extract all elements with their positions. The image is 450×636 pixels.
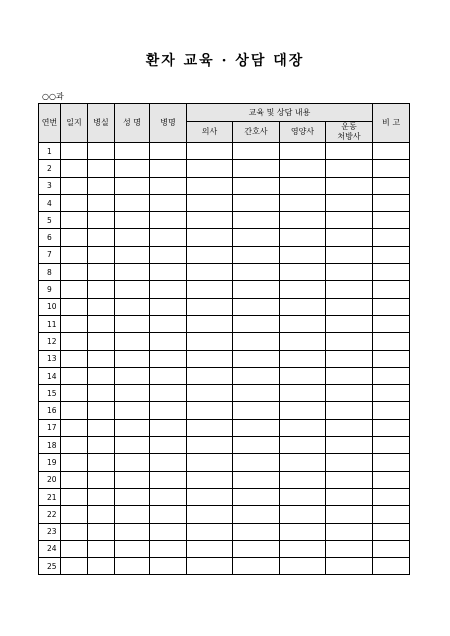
entry-cell[interactable]: [115, 471, 150, 488]
entry-cell[interactable]: [373, 402, 410, 419]
entry-cell[interactable]: [61, 177, 88, 194]
entry-cell[interactable]: [115, 437, 150, 454]
entry-cell[interactable]: [88, 212, 115, 229]
header-dietitian: 영양사: [280, 122, 326, 143]
entry-cell[interactable]: [115, 419, 150, 436]
entry-cell[interactable]: [280, 540, 326, 557]
entry-cell[interactable]: [233, 160, 280, 177]
header-serial: 연번: [39, 104, 61, 143]
entry-cell[interactable]: [61, 367, 88, 384]
table-row: [39, 143, 410, 160]
entry-cell[interactable]: [88, 350, 115, 367]
entry-cell[interactable]: [233, 246, 280, 263]
entry-cell[interactable]: [115, 160, 150, 177]
entry-cell[interactable]: [88, 385, 115, 402]
entry-cell[interactable]: [150, 315, 187, 332]
table-row: [39, 419, 410, 436]
entry-cell[interactable]: [326, 143, 373, 160]
entry-cell[interactable]: [373, 229, 410, 246]
table-row: [39, 540, 410, 557]
entry-cell[interactable]: [115, 281, 150, 298]
table-row: [39, 437, 410, 454]
table-row: [39, 471, 410, 488]
entry-cell[interactable]: [88, 194, 115, 211]
entry-cell[interactable]: [187, 246, 233, 263]
entry-cell[interactable]: [280, 454, 326, 471]
entry-cell[interactable]: [373, 298, 410, 315]
header-nurse: 간호사: [233, 122, 280, 143]
entry-cell[interactable]: [326, 281, 373, 298]
entry-cell[interactable]: [61, 419, 88, 436]
table-row: [39, 333, 410, 350]
table-row: [39, 523, 410, 540]
entry-cell[interactable]: [187, 488, 233, 505]
entry-cell[interactable]: [326, 540, 373, 557]
entry-cell[interactable]: [61, 281, 88, 298]
entry-cell[interactable]: [150, 350, 187, 367]
entry-cell[interactable]: [280, 160, 326, 177]
entry-cell[interactable]: [233, 194, 280, 211]
entry-cell[interactable]: [61, 471, 88, 488]
entry-cell[interactable]: [88, 506, 115, 523]
entry-cell[interactable]: [373, 419, 410, 436]
entry-cell[interactable]: [233, 471, 280, 488]
entry-cell[interactable]: [187, 471, 233, 488]
entry-cell[interactable]: [233, 488, 280, 505]
entry-cell[interactable]: [280, 229, 326, 246]
entry-cell[interactable]: [61, 437, 88, 454]
table-row: [39, 298, 410, 315]
entry-cell[interactable]: [61, 385, 88, 402]
table-row: [39, 350, 410, 367]
entry-cell[interactable]: [115, 333, 150, 350]
table-row: [39, 488, 410, 505]
entry-cell[interactable]: [61, 350, 88, 367]
entry-cell[interactable]: [150, 419, 187, 436]
entry-cell[interactable]: [115, 194, 150, 211]
table-row: [39, 160, 410, 177]
entry-cell[interactable]: [326, 333, 373, 350]
entry-cell[interactable]: [326, 385, 373, 402]
entry-cell[interactable]: [150, 160, 187, 177]
table-row: [39, 454, 410, 471]
entry-cell[interactable]: [233, 143, 280, 160]
entry-cell[interactable]: [61, 506, 88, 523]
entry-cell[interactable]: [115, 350, 150, 367]
entry-cell[interactable]: [150, 558, 187, 575]
entry-cell[interactable]: [88, 419, 115, 436]
entry-cell[interactable]: [373, 350, 410, 367]
entry-cell[interactable]: [61, 540, 88, 557]
entry-cell[interactable]: [187, 264, 233, 281]
entry-cell[interactable]: [187, 402, 233, 419]
entry-cell[interactable]: [280, 558, 326, 575]
entry-cell[interactable]: [373, 281, 410, 298]
entry-cell[interactable]: [373, 367, 410, 384]
entry-cell[interactable]: [150, 229, 187, 246]
entry-cell[interactable]: [150, 385, 187, 402]
entry-cell[interactable]: [326, 246, 373, 263]
entry-cell[interactable]: [280, 143, 326, 160]
entry-cell[interactable]: [61, 229, 88, 246]
entry-cell[interactable]: [61, 402, 88, 419]
row-number: 12: [39, 333, 61, 350]
entry-cell[interactable]: [373, 333, 410, 350]
entry-cell[interactable]: [115, 523, 150, 540]
entry-cell[interactable]: [326, 212, 373, 229]
entry-cell[interactable]: [233, 419, 280, 436]
entry-cell[interactable]: [326, 523, 373, 540]
header-group: 교육 및 상담 내용: [187, 104, 373, 122]
row-number: 13: [39, 350, 61, 367]
entry-cell[interactable]: [326, 506, 373, 523]
entry-cell[interactable]: [373, 506, 410, 523]
entry-cell[interactable]: [150, 194, 187, 211]
entry-cell[interactable]: [115, 143, 150, 160]
entry-cell[interactable]: [61, 246, 88, 263]
ledger-body: [39, 143, 410, 575]
entry-cell[interactable]: [88, 540, 115, 557]
entry-cell[interactable]: [61, 523, 88, 540]
entry-cell[interactable]: [150, 143, 187, 160]
row-number: 8: [39, 264, 61, 281]
entry-cell[interactable]: [187, 419, 233, 436]
entry-cell[interactable]: [61, 143, 88, 160]
entry-cell[interactable]: [187, 333, 233, 350]
entry-cell[interactable]: [233, 506, 280, 523]
row-number: 17: [39, 419, 61, 436]
ledger-table: [38, 103, 410, 575]
entry-cell[interactable]: [233, 402, 280, 419]
entry-cell[interactable]: [150, 246, 187, 263]
entry-cell[interactable]: [88, 177, 115, 194]
entry-cell[interactable]: [150, 177, 187, 194]
table-row: [39, 558, 410, 575]
header-diagnosis: 병명: [150, 104, 187, 143]
entry-cell[interactable]: [88, 143, 115, 160]
entry-cell[interactable]: [150, 264, 187, 281]
header-exercise-line2: 처방사: [337, 132, 361, 141]
entry-cell[interactable]: [61, 212, 88, 229]
entry-cell[interactable]: [61, 454, 88, 471]
table-row: [39, 385, 410, 402]
entry-cell[interactable]: [61, 315, 88, 332]
entry-cell[interactable]: [187, 281, 233, 298]
entry-cell[interactable]: [280, 315, 326, 332]
entry-cell[interactable]: [280, 264, 326, 281]
entry-cell[interactable]: [115, 540, 150, 557]
entry-cell[interactable]: [280, 437, 326, 454]
entry-cell[interactable]: [88, 471, 115, 488]
entry-cell[interactable]: [88, 298, 115, 315]
row-number: 20: [39, 471, 61, 488]
entry-cell[interactable]: [326, 264, 373, 281]
row-number: 22: [39, 506, 61, 523]
entry-cell[interactable]: [233, 523, 280, 540]
table-row: [39, 177, 410, 194]
entry-cell[interactable]: [115, 246, 150, 263]
entry-cell[interactable]: [233, 385, 280, 402]
entry-cell[interactable]: [115, 402, 150, 419]
entry-cell[interactable]: [280, 246, 326, 263]
entry-cell[interactable]: [88, 333, 115, 350]
entry-cell[interactable]: [187, 523, 233, 540]
table-row: [39, 402, 410, 419]
entry-cell[interactable]: [233, 350, 280, 367]
entry-cell[interactable]: [150, 540, 187, 557]
entry-cell[interactable]: [187, 212, 233, 229]
entry-cell[interactable]: [280, 471, 326, 488]
entry-cell[interactable]: [115, 558, 150, 575]
table-row: [39, 212, 410, 229]
entry-cell[interactable]: [233, 454, 280, 471]
row-number: 15: [39, 385, 61, 402]
table-row: [39, 367, 410, 384]
entry-cell[interactable]: [280, 177, 326, 194]
entry-cell[interactable]: [326, 558, 373, 575]
entry-cell[interactable]: [326, 402, 373, 419]
entry-cell[interactable]: [280, 419, 326, 436]
entry-cell[interactable]: [326, 315, 373, 332]
entry-cell[interactable]: [88, 523, 115, 540]
entry-cell[interactable]: [88, 229, 115, 246]
table-row: [39, 194, 410, 211]
entry-cell[interactable]: [187, 177, 233, 194]
table-row: [39, 264, 410, 281]
entry-cell[interactable]: [88, 454, 115, 471]
header-date: 일지: [61, 104, 88, 143]
row-number: 10: [39, 298, 61, 315]
table-row: [39, 506, 410, 523]
entry-cell[interactable]: [88, 246, 115, 263]
entry-cell[interactable]: [233, 558, 280, 575]
entry-cell[interactable]: [187, 350, 233, 367]
entry-cell[interactable]: [88, 367, 115, 384]
entry-cell[interactable]: [150, 402, 187, 419]
entry-cell[interactable]: [187, 540, 233, 557]
entry-cell[interactable]: [187, 506, 233, 523]
row-number: 1: [39, 143, 61, 160]
entry-cell[interactable]: [326, 419, 373, 436]
entry-cell[interactable]: [61, 558, 88, 575]
entry-cell[interactable]: [150, 471, 187, 488]
entry-cell[interactable]: [88, 437, 115, 454]
entry-cell[interactable]: [88, 315, 115, 332]
entry-cell[interactable]: [280, 333, 326, 350]
entry-cell[interactable]: [150, 333, 187, 350]
row-number: 25: [39, 558, 61, 575]
entry-cell[interactable]: [280, 402, 326, 419]
entry-cell[interactable]: [187, 385, 233, 402]
row-number: 11: [39, 315, 61, 332]
entry-cell[interactable]: [326, 488, 373, 505]
entry-cell[interactable]: [88, 488, 115, 505]
entry-cell[interactable]: [373, 385, 410, 402]
entry-cell[interactable]: [150, 454, 187, 471]
entry-cell[interactable]: [187, 194, 233, 211]
entry-cell[interactable]: [187, 558, 233, 575]
entry-cell[interactable]: [373, 558, 410, 575]
row-number: 23: [39, 523, 61, 540]
entry-cell[interactable]: [233, 212, 280, 229]
entry-cell[interactable]: [187, 437, 233, 454]
entry-cell[interactable]: [233, 437, 280, 454]
entry-cell[interactable]: [373, 194, 410, 211]
header-name: 성 명: [115, 104, 150, 143]
row-number: 19: [39, 454, 61, 471]
row-number: 9: [39, 281, 61, 298]
entry-cell[interactable]: [88, 281, 115, 298]
entry-cell[interactable]: [88, 402, 115, 419]
entry-cell[interactable]: [61, 194, 88, 211]
entry-cell[interactable]: [373, 212, 410, 229]
entry-cell[interactable]: [326, 454, 373, 471]
entry-cell[interactable]: [373, 177, 410, 194]
entry-cell[interactable]: [373, 437, 410, 454]
header-remarks: 비 고: [373, 104, 410, 143]
entry-cell[interactable]: [326, 298, 373, 315]
entry-cell[interactable]: [373, 143, 410, 160]
entry-cell[interactable]: [115, 367, 150, 384]
entry-cell[interactable]: [115, 385, 150, 402]
entry-cell[interactable]: [373, 264, 410, 281]
entry-cell[interactable]: [61, 488, 88, 505]
entry-cell[interactable]: [88, 558, 115, 575]
entry-cell[interactable]: [61, 298, 88, 315]
entry-cell[interactable]: [326, 350, 373, 367]
entry-cell[interactable]: [326, 177, 373, 194]
entry-cell[interactable]: [373, 315, 410, 332]
entry-cell[interactable]: [280, 350, 326, 367]
entry-cell[interactable]: [187, 298, 233, 315]
entry-cell[interactable]: [326, 194, 373, 211]
row-number: 16: [39, 402, 61, 419]
entry-cell[interactable]: [233, 333, 280, 350]
entry-cell[interactable]: [187, 367, 233, 384]
entry-cell[interactable]: [326, 160, 373, 177]
entry-cell[interactable]: [187, 454, 233, 471]
entry-cell[interactable]: [373, 488, 410, 505]
entry-cell[interactable]: [115, 315, 150, 332]
entry-cell[interactable]: [326, 471, 373, 488]
row-number: 7: [39, 246, 61, 263]
entry-cell[interactable]: [187, 160, 233, 177]
row-number: 14: [39, 367, 61, 384]
entry-cell[interactable]: [373, 246, 410, 263]
entry-cell[interactable]: [233, 264, 280, 281]
header-exercise: [326, 122, 373, 143]
entry-cell[interactable]: [115, 212, 150, 229]
table-row: [39, 246, 410, 263]
entry-cell[interactable]: [150, 212, 187, 229]
entry-cell[interactable]: [280, 194, 326, 211]
header-exercise-line1: 운동: [341, 122, 357, 131]
table-row: [39, 229, 410, 246]
department-label: ○○과: [42, 92, 64, 101]
entry-cell[interactable]: [373, 471, 410, 488]
entry-cell[interactable]: [280, 523, 326, 540]
entry-cell[interactable]: [233, 367, 280, 384]
entry-cell[interactable]: [115, 264, 150, 281]
entry-cell[interactable]: [373, 540, 410, 557]
entry-cell[interactable]: [115, 454, 150, 471]
entry-cell[interactable]: [233, 281, 280, 298]
row-number: 2: [39, 160, 61, 177]
entry-cell[interactable]: [115, 298, 150, 315]
entry-cell[interactable]: [115, 229, 150, 246]
entry-cell[interactable]: [233, 315, 280, 332]
entry-cell[interactable]: [233, 540, 280, 557]
entry-cell[interactable]: [280, 367, 326, 384]
entry-cell[interactable]: [187, 315, 233, 332]
entry-cell[interactable]: [61, 160, 88, 177]
entry-cell[interactable]: [326, 367, 373, 384]
row-number: 5: [39, 212, 61, 229]
entry-cell[interactable]: [233, 229, 280, 246]
row-number: 4: [39, 194, 61, 211]
entry-cell[interactable]: [373, 454, 410, 471]
entry-cell[interactable]: [150, 281, 187, 298]
entry-cell[interactable]: [150, 506, 187, 523]
entry-cell[interactable]: [150, 523, 187, 540]
entry-cell[interactable]: [280, 385, 326, 402]
entry-cell[interactable]: [150, 488, 187, 505]
row-number: 3: [39, 177, 61, 194]
entry-cell[interactable]: [150, 367, 187, 384]
entry-cell[interactable]: [150, 298, 187, 315]
entry-cell[interactable]: [187, 143, 233, 160]
entry-cell[interactable]: [88, 160, 115, 177]
table-row: [39, 315, 410, 332]
entry-cell[interactable]: [115, 506, 150, 523]
document-title: 환자 교육 · 상담 대장: [145, 53, 305, 69]
entry-cell[interactable]: [280, 281, 326, 298]
entry-cell[interactable]: [280, 212, 326, 229]
entry-cell[interactable]: [150, 437, 187, 454]
entry-cell[interactable]: [326, 229, 373, 246]
entry-cell[interactable]: [88, 264, 115, 281]
row-number: 6: [39, 229, 61, 246]
table-row: [39, 281, 410, 298]
header-ward: 병실: [88, 104, 115, 143]
row-number: 21: [39, 488, 61, 505]
entry-cell[interactable]: [233, 177, 280, 194]
entry-cell[interactable]: [187, 229, 233, 246]
row-number: 18: [39, 437, 61, 454]
entry-cell[interactable]: [61, 333, 88, 350]
entry-cell[interactable]: [115, 488, 150, 505]
entry-cell[interactable]: [233, 298, 280, 315]
entry-cell[interactable]: [373, 523, 410, 540]
entry-cell[interactable]: [326, 437, 373, 454]
entry-cell[interactable]: [373, 160, 410, 177]
entry-cell[interactable]: [280, 298, 326, 315]
entry-cell[interactable]: [280, 506, 326, 523]
row-number: 24: [39, 540, 61, 557]
entry-cell[interactable]: [115, 177, 150, 194]
entry-cell[interactable]: [280, 488, 326, 505]
entry-cell[interactable]: [61, 264, 88, 281]
header-doctor: 의사: [187, 122, 233, 143]
